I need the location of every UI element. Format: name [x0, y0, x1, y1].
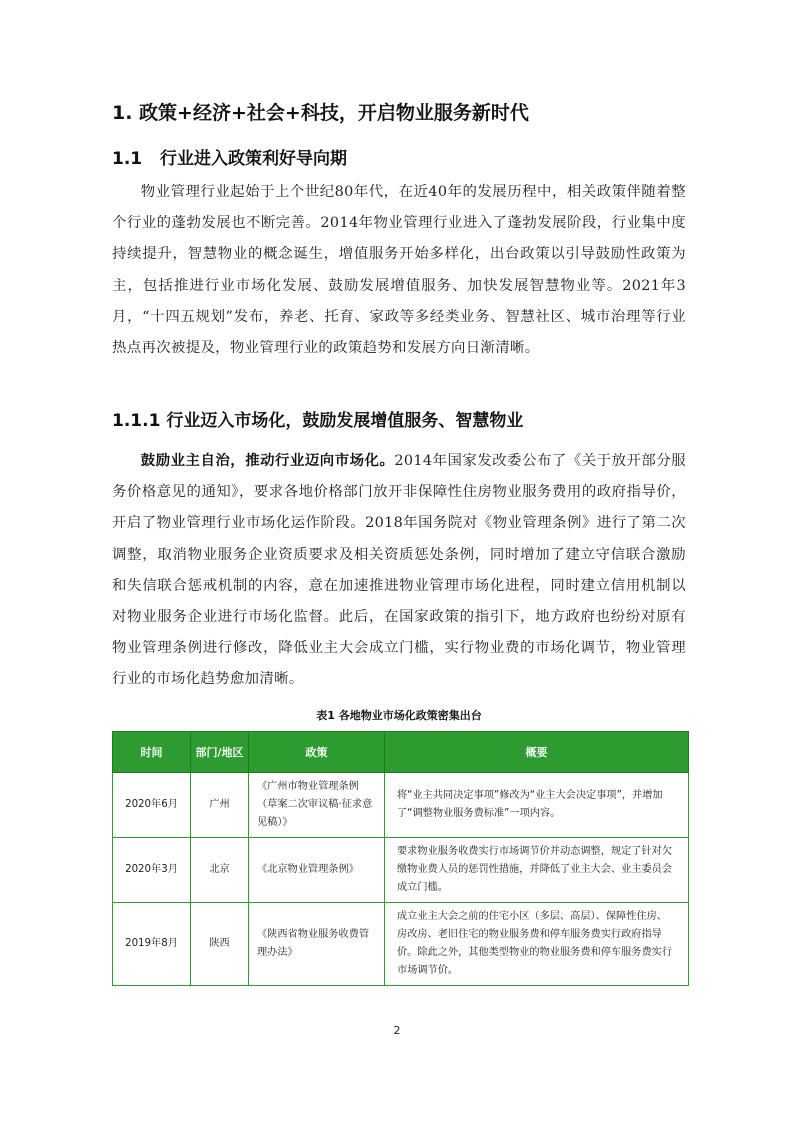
- cell-region: 广州: [191, 773, 249, 838]
- header-policy: 政策: [249, 732, 385, 773]
- cell-policy: 《广州市物业管理条例（草案二次审议稿·征求意见稿）》: [249, 773, 385, 838]
- table-caption: 表1 各地物业市场化政策密集出台: [316, 709, 482, 722]
- section-heading-1: 1. 政策+经济+社会+科技，开启物业服务新时代: [112, 102, 529, 124]
- page-number: 2: [393, 1024, 401, 1037]
- header-time: 时间: [113, 732, 191, 773]
- cell-time: 2019年8月: [113, 903, 191, 986]
- heading-title: 行业进入政策利好导向期: [160, 149, 347, 169]
- cell-summary: 将“业主共同决定事项”修改为“业主大会决定事项”，并增加了“调整物业服务费标准”一项内容。: [385, 773, 689, 838]
- cell-time: 2020年6月: [113, 773, 191, 838]
- table-header-row: [113, 732, 689, 773]
- cell-policy: 《北京物业管理条例》: [249, 838, 385, 903]
- paragraph-body: 2014年国家发改委公布了《关于放开部分服务价格意见的通知》，要求各地价格部门放开非保障性住房物业服务费用的政府指导价，开启了物业管理行业市场化运作阶段。2018年国务院对《物业管理条例》进行了第二次调整，取消物业服务企业资质要求及相关资质惩处条例，同时增加了建立守信联合激励和失信联合惩戒机制的内容，意在加速推进物业管理市场化进程，同时建立信用机制以对物业服务企业进行市场化监督。此后，在国家政策的指引下，地方政府也纷纷对原有物业管理条例进行修改，降低业主大会成立门槛，实行物业费的市场化调节，物业管理行业的市场化趋势愈加清晰。: [112, 453, 686, 688]
- table-row: [113, 903, 689, 986]
- paragraph-lead: 鼓励业主自治，推动行业迈向市场化。: [140, 453, 395, 469]
- cell-region: 北京: [191, 838, 249, 903]
- table-row: [113, 773, 689, 838]
- header-region: 部门/地区: [191, 732, 249, 773]
- cell-region: 陕西: [191, 903, 249, 986]
- section-heading-1-1: [112, 143, 712, 175]
- table-row: [113, 838, 689, 903]
- body-paragraph-2: [112, 446, 686, 696]
- cell-time: 2020年3月: [113, 838, 191, 903]
- policy-table: [112, 731, 689, 986]
- cell-policy: 《陕西省物业服务收费管理办法》: [249, 903, 385, 986]
- section-heading-1-1-1: 1.1.1 行业迈入市场化，鼓励发展增值服务、智慧物业: [112, 411, 524, 431]
- header-summary: 概要: [385, 732, 689, 773]
- heading-number: 1.1: [112, 149, 143, 169]
- body-paragraph-1: 物业管理行业起始于上个世纪80年代，在近40年的发展历程中，相关政策伴随着整个行业的蓬勃发展也不断完善。2014年物业管理行业进入了蓬勃发展阶段，行业集中度持续提升，智慧物业的概念诞生，增值服务开始多样化，出台政策以引导鼓励性政策为主，包括推进行业市场化发展、鼓励发展增值服务、加快发展智慧物业等。2021年3月，“十四五规划”发布，养老、托育、家政等多经类业务、智慧社区、城市治理等行业热点再次被提及，物业管理行业的政策趋势和发展方向日渐清晰。: [112, 184, 686, 357]
- cell-summary: 要求物业服务收费实行市场调节价并动态调整，规定了针对欠缴物业费人员的惩罚性措施，并降低了业主大会、业主委员会成立门槛。: [385, 838, 689, 903]
- cell-summary: 成立业主大会之前的住宅小区（多层、高层）、保障性住房、房改房、老旧住宅的物业服务费和停车服务费实行政府指导价。除此之外，其他类型物业的物业服务费和停车服务费实行市场调节价。: [385, 903, 689, 986]
